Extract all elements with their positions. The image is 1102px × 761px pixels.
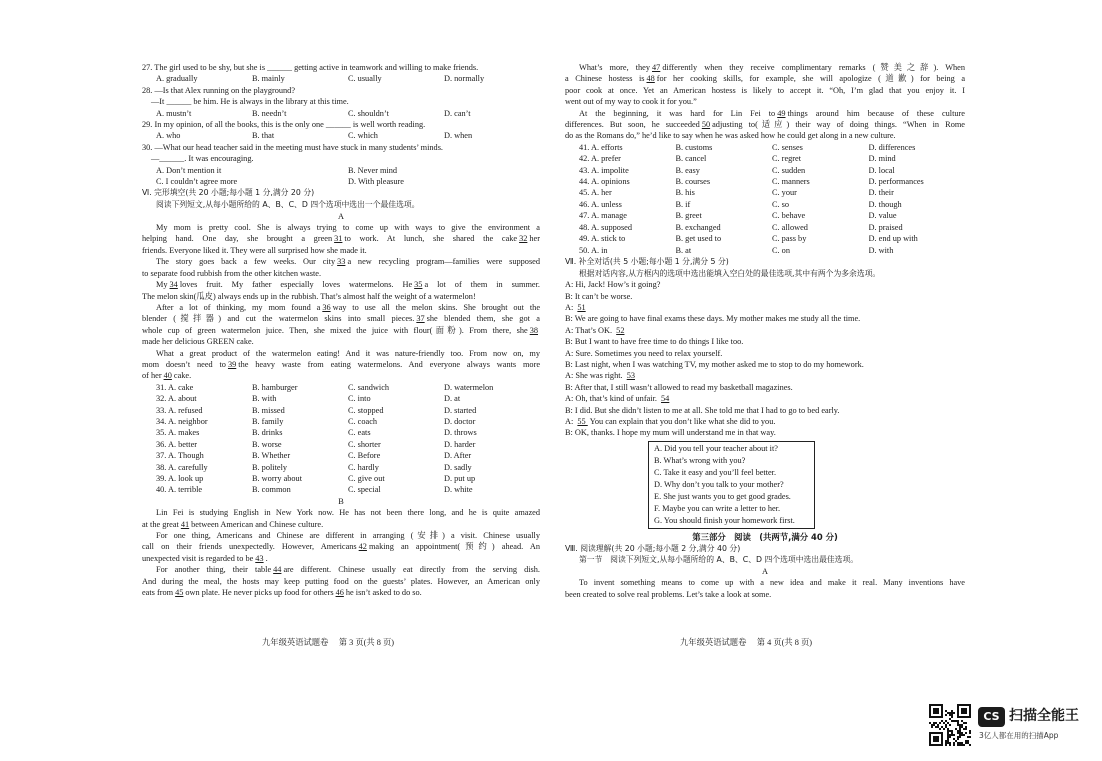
text: she blended them, she got a: [426, 314, 540, 324]
dialog-option: C. Take it easy and you’ll feel better.: [654, 467, 777, 477]
passage-line: [142, 325, 540, 336]
option: B. politely: [252, 462, 288, 472]
options-row: [142, 130, 540, 141]
passage-line: [142, 279, 540, 290]
option: D. when: [444, 131, 473, 141]
passage-line: [142, 302, 540, 313]
blank-51: 51: [577, 302, 586, 312]
blank-36: 36: [322, 302, 331, 312]
blank-44: 44: [273, 565, 282, 575]
blank-43: 43: [255, 553, 264, 563]
passage-line: [142, 564, 540, 575]
blank-31: 31: [334, 234, 343, 244]
text: her: [529, 234, 540, 244]
option: A. mustn’t: [156, 108, 192, 118]
options-row: [565, 153, 965, 164]
option: 35. A. makes: [156, 428, 200, 438]
option: A. who: [156, 131, 181, 141]
blank-47: 47: [652, 63, 661, 72]
question-stem: 29. In my opinion, of all the books, this is the only one ______ is well worth reading.: [142, 120, 426, 130]
passage-line: [142, 336, 540, 347]
options-row: [142, 405, 540, 416]
option: C. sandwich: [348, 382, 390, 392]
passage-line: [142, 233, 540, 244]
options-row: [565, 245, 965, 256]
option: B. family: [252, 416, 284, 426]
option: 40. A. terrible: [156, 485, 203, 495]
option: B. greet: [675, 211, 702, 221]
option: 34. A. neighbor: [156, 416, 208, 426]
option: B. that: [252, 131, 275, 141]
dialog-line: [565, 382, 965, 393]
passage-a: [142, 222, 540, 382]
option: 47. A. manage: [579, 211, 627, 221]
passage-line: [142, 370, 540, 381]
passage-line: [142, 359, 540, 370]
text: the heavy waste from eating watermelons. And everyone always wants more: [238, 359, 540, 369]
passage-line: [142, 222, 540, 233]
text: own plate. He never picks up food for others: [185, 588, 334, 598]
option: B. easy: [675, 165, 700, 175]
text: B: But I want to have free time to do things I like too.: [565, 337, 744, 347]
option: 41. A. efforts: [579, 142, 623, 152]
option: D. value: [868, 211, 897, 221]
text: B: OK, thanks. I hope my mum will understand me in that way.: [565, 428, 776, 438]
option: B. customs: [675, 142, 713, 152]
text: a new recycling program—families were supposed: [347, 257, 540, 267]
dialog-line: [565, 359, 965, 370]
option: 38. A. carefully: [156, 462, 208, 472]
passage-line: [565, 96, 965, 107]
option: C. special: [348, 485, 381, 495]
blank-46: 46: [335, 588, 344, 598]
blank-45: 45: [175, 588, 184, 598]
qr-code-icon: [929, 704, 971, 746]
option: D. though: [868, 199, 902, 209]
option: D. end up with: [868, 234, 918, 244]
option: B. get used to: [675, 234, 722, 244]
option: B. his: [675, 188, 695, 198]
option: C. shouldn’t: [348, 108, 389, 118]
option: B. exchanged: [675, 222, 721, 232]
camscanner-slogan: 3亿人都在用的扫描App: [979, 731, 1059, 740]
option: D. performances: [868, 177, 924, 187]
passage-a-label: A: [338, 211, 344, 221]
camscanner-logo-icon: CS: [978, 707, 1005, 727]
options-row: [142, 462, 540, 473]
option: C. behave: [772, 211, 806, 221]
dialog-option: E. She just wants you to get good grades.: [654, 491, 791, 501]
passage-b-continued: [565, 62, 965, 142]
passage-b: [142, 507, 540, 598]
question-stem: —It ______ be him. He is always in the library at this time.: [151, 97, 349, 107]
passage-line: [565, 577, 965, 588]
text: at the great: [142, 519, 179, 529]
section-7-title: Ⅶ. 补全对话(共 5 小题;每小题 1 分,满分 5 分): [565, 256, 729, 266]
text: call on their friends unexpectedly. However, Americans: [142, 542, 357, 552]
text: The story goes back a few weeks. Our city: [156, 257, 336, 267]
part-3-title: 第三部分 阅读 (共两节,满分 40 分): [692, 531, 838, 542]
option: C. allowed: [772, 222, 808, 232]
text: What a great product of the watermelon eating! And it was nature-friendly too. From now on, my: [156, 348, 540, 358]
option: D. differences: [868, 142, 916, 152]
text: A: That’s OK.: [565, 325, 615, 335]
text: made her delicious GREEN cake.: [142, 337, 254, 347]
dialog-line: [565, 302, 965, 313]
option: C. I couldn’t agree more: [156, 177, 238, 187]
dialog-line: [565, 405, 965, 416]
option: C. on: [772, 245, 790, 255]
text: My mom is pretty cool. She is always trying to come up with ways to give the environment a: [156, 223, 540, 233]
passage-c-label: A: [762, 566, 768, 576]
text: After a lot of thinking, my mom found a: [156, 302, 321, 312]
blank-32: 32: [519, 234, 528, 244]
option: D. white: [444, 485, 473, 495]
text: cake.: [173, 371, 192, 381]
blank-37: 37: [416, 314, 425, 324]
options-row: [142, 108, 540, 119]
text: went out of my way to cook it for you.”: [565, 97, 697, 107]
text: A: Sure. Sometimes you need to relax yourself.: [565, 348, 723, 358]
passage-line: [142, 245, 540, 256]
passage-line: [565, 73, 965, 84]
text: blender (搅拌器) and cut the watermelon skins into small pieces.: [142, 314, 415, 324]
page-footer-4: 九年级英语试题卷 第 4 页(共 8 页): [680, 638, 813, 647]
blank-39: 39: [227, 359, 237, 369]
passage-line: [565, 85, 965, 96]
option: C. senses: [772, 142, 803, 152]
passage-line: [142, 268, 540, 279]
section-6-instructions: 阅读下列短文,从每小题所给的 A、B、C、D 四个选项中选出一个最佳选项。: [156, 200, 420, 210]
dialog: [565, 279, 965, 439]
blank-35: 35: [414, 280, 423, 290]
text: are different. Chinese usually eat directly from the serving dish.: [283, 565, 540, 575]
right-column: [565, 62, 965, 600]
blank-33: 33: [337, 257, 346, 267]
dialog-line: [565, 393, 965, 404]
option: B. missed: [252, 405, 285, 415]
text: adjusting to(适应) their way of doing things. “When in Rome: [712, 120, 965, 130]
options-row: [565, 210, 965, 221]
text: You can explain that you don’t like what she did to you.: [589, 416, 776, 426]
options-row: [142, 176, 540, 187]
text: A:: [565, 416, 576, 426]
option: B. worse: [252, 439, 282, 449]
options-row: [565, 176, 965, 187]
text: A: Hi, Jack! How’s it going?: [565, 280, 661, 290]
option: C. eats: [348, 428, 371, 438]
option: D. throws: [444, 428, 477, 438]
option: 36. A. better: [156, 439, 198, 449]
passage-line: [142, 530, 540, 541]
question-27: [142, 62, 540, 85]
blank-55: 55: [577, 416, 588, 426]
dialog-line: [565, 291, 965, 302]
option: C. coach: [348, 416, 378, 426]
text: to separate food rubbish from the other kitchen waste.: [142, 268, 322, 278]
text: .: [265, 553, 268, 563]
dialog-option-box: [648, 441, 815, 529]
text: A: Oh, that’s kind of unfair.: [565, 394, 660, 404]
question-28: [142, 85, 540, 119]
blank-50: 50: [701, 120, 711, 130]
dialog-line: [565, 279, 965, 290]
text: Lin Fei is studying English in New York now. He has not been there long, and he is quite amazed: [156, 508, 540, 518]
option: C. which: [348, 131, 378, 141]
question-stem: 28. —Is that Alex running on the playground?: [142, 85, 296, 95]
options-row: [565, 233, 965, 244]
option: D. mind: [868, 154, 896, 164]
blank-40: 40: [163, 371, 172, 381]
option: 32. A. about: [156, 394, 197, 404]
text: loves fruit. My father especially loves watermelons. He: [179, 280, 413, 290]
passage-line: [565, 62, 965, 73]
dialog-line: [565, 348, 965, 359]
option: C. pass by: [772, 234, 807, 244]
text: For one thing, Americans and Chinese are different in arranging (安排) a visit. Chinese usually: [156, 531, 540, 541]
option: C. manners: [772, 177, 810, 187]
options-row: [142, 450, 540, 461]
options-row: [142, 473, 540, 484]
text: What’s more, they: [579, 63, 651, 72]
text: B: Last night, when I was watching TV, my mother asked me to stop to do my homework.: [565, 359, 864, 369]
text: mom doesn’t need to: [142, 359, 226, 369]
option: B. with: [252, 394, 277, 404]
option: D. at: [444, 394, 461, 404]
option: 42. A. prefer: [579, 154, 621, 164]
option: D. started: [444, 405, 477, 415]
text: My: [156, 280, 168, 290]
question-30: [142, 142, 540, 188]
passage-line: [565, 119, 965, 130]
options-row: [142, 427, 540, 438]
section-8-instructions: 第一节 阅读下列短文,从每小题所给的 A、B、C、D 四个选项中选出最佳选项。: [579, 555, 859, 565]
option: 33. A. refused: [156, 405, 203, 415]
option: C. usually: [348, 74, 382, 84]
option: D. their: [868, 188, 894, 198]
option: C. Before: [348, 451, 381, 461]
passage-line: [565, 589, 965, 600]
text: B: It can’t be worse.: [565, 291, 633, 301]
option: B. Never mind: [348, 165, 398, 175]
passage-c: [565, 577, 965, 600]
text: eats from: [142, 588, 174, 598]
option: D. sadly: [444, 462, 472, 472]
options-row: [565, 222, 965, 233]
blank-52: 52: [616, 325, 625, 335]
option: D. normally: [444, 74, 485, 84]
dialog-option: D. Why don’t you talk to your mother?: [654, 479, 784, 489]
dialog-option: A. Did you tell your teacher about it?: [654, 443, 778, 453]
question-stem: 30. —What our head teacher said in the meeting must have stuck in many students’ minds.: [142, 142, 443, 152]
passage-line: [142, 256, 540, 267]
text: for her cooking skills, for example, she will apologize (道歉) for being a: [656, 74, 965, 84]
option: C. stopped: [348, 405, 384, 415]
dialog-option: B. What’s wrong with you?: [654, 455, 746, 465]
text: way to use all the melon skins. She brought out the: [332, 302, 540, 312]
dialog-option: F. Maybe you can write a letter to her.: [654, 503, 781, 513]
option: C. sudden: [772, 165, 806, 175]
dialog-line: [565, 313, 965, 324]
text: B: We are going to have final exams these days. My mother makes me study all the time.: [565, 314, 861, 324]
option: C. your: [772, 188, 797, 198]
text: to work. At lunch, she shared the cake: [344, 234, 518, 244]
text: For another thing, their table: [156, 565, 272, 575]
option: B. hamburger: [252, 382, 298, 392]
option: 39. A. look up: [156, 474, 204, 483]
text: he isn’t asked to do so.: [345, 588, 422, 598]
option: 46. A. unless: [579, 199, 622, 209]
text: whole cup of green watermelon juice. Then, she mixed the juice with flour(面粉). From there, she: [142, 325, 528, 335]
blank-48: 48: [646, 74, 655, 84]
blank-54: 54: [661, 394, 670, 404]
passage-line: [142, 507, 540, 518]
text: At the beginning, it was hard for Lin Fei to: [579, 108, 776, 118]
blank-38: 38: [529, 325, 538, 335]
text: B: After that, I still wasn’t allowed to read my basketball magazines.: [565, 382, 793, 392]
options-row: [142, 382, 540, 393]
option: B. worry about: [252, 474, 303, 483]
passage-line: [142, 291, 540, 302]
option: D. After: [444, 451, 472, 461]
option: B. Whether: [252, 451, 291, 461]
text: friends. Everyone liked it. They were all surprised how she made it.: [142, 245, 367, 255]
blank-34: 34: [169, 280, 178, 290]
text: And during the meal, the hosts may keep putting food on the guests’ plates. However, an American only: [142, 576, 540, 586]
text: differently when they receive complimentary remarks (赞美之辞). When: [662, 63, 965, 72]
options-41-50: [565, 142, 965, 256]
question-stem: 27. The girl used to be shy, but she is ______ getting active in teamwork and willing to make friends.: [142, 63, 479, 72]
dialog-line: [565, 427, 965, 438]
dialog-line: [565, 370, 965, 381]
option: D. doctor: [444, 416, 476, 426]
option: B. if: [675, 199, 691, 209]
passage-line: [565, 130, 965, 141]
text: making an appointment(预约) ahead. An: [368, 542, 540, 552]
camscanner-name: 扫描全能王: [1009, 708, 1079, 724]
options-row: [142, 416, 540, 427]
option: B. mainly: [252, 74, 285, 84]
options-row: [142, 439, 540, 450]
options-31-40: [142, 382, 540, 496]
options-row: [565, 165, 965, 176]
section-6-title: Ⅵ. 完形填空(共 20 小题;每小题 1 分,满分 20 分): [142, 188, 315, 198]
dialog-line: [565, 336, 965, 347]
options-row: [565, 199, 965, 210]
text: a lot of them in summer.: [424, 280, 540, 290]
option: B. cancel: [675, 154, 707, 164]
option: 50. A. in: [579, 245, 608, 255]
left-column: [142, 62, 540, 598]
option: D. watermelon: [444, 382, 494, 392]
passage-line: [142, 541, 540, 552]
text: unexpected visit is regarded to be: [142, 553, 254, 563]
options-row: [142, 393, 540, 404]
option: D. can’t: [444, 108, 471, 118]
options-row: [565, 187, 965, 198]
option: C. give out: [348, 474, 385, 483]
option: 31. A. cake: [156, 382, 194, 392]
passage-line: [142, 348, 540, 359]
text: B: I did. But she didn’t listen to me at all. She told me that I had to go to bed early.: [565, 405, 840, 415]
blank-49: 49: [777, 108, 786, 118]
text: A:: [565, 302, 576, 312]
option: A. gradually: [156, 74, 198, 84]
option: B. courses: [675, 177, 711, 187]
option: C. into: [348, 394, 371, 404]
option: C. shorter: [348, 439, 381, 449]
dialog-line: [565, 416, 965, 427]
passage-line: [142, 576, 540, 587]
section-7-instructions: 根据对话内容,从方框内的选项中选出能填入空白处的最佳选项,其中有两个为多余选项。: [579, 268, 881, 278]
option: B. common: [252, 485, 291, 495]
text: been created to solve real problems. Let’s take a look at some.: [565, 589, 772, 599]
section-8-title: Ⅷ. 阅读理解(共 20 小题;每小题 2 分,满分 40 分): [565, 543, 741, 553]
option: 43. A. impolite: [579, 165, 629, 175]
option: D. with: [868, 245, 894, 255]
text: do as the Romans do,” he’d like to say when he was asked how he could get along in a new culture.: [565, 131, 896, 141]
text: To invent something means to come up with a new idea and make it real. Many inventions have: [579, 578, 965, 588]
option: D. praised: [868, 222, 903, 232]
blank-42: 42: [358, 542, 367, 552]
option: D. harder: [444, 439, 476, 449]
option: 49. A. stick to: [579, 234, 626, 244]
option: 37. A. Though: [156, 451, 204, 461]
option: 45. A. her: [579, 188, 612, 198]
option: B. at: [675, 245, 692, 255]
blank-53: 53: [626, 371, 635, 381]
text: of her: [142, 371, 162, 381]
dialog-line: [565, 325, 965, 336]
text: poor cook at once. Yet an American hostess is likely to accept it. “Oh, I’m glad that you enjoy it. I: [565, 85, 965, 95]
text: A: She was right.: [565, 371, 625, 381]
option: B. drinks: [252, 428, 283, 438]
page-footer-3: 九年级英语试题卷 第 3 页(共 8 页): [262, 638, 395, 647]
text: helping hand. One day, she brought a green: [142, 234, 333, 244]
option: 44. A. opinions: [579, 177, 630, 187]
passage-b-label: B: [338, 496, 344, 506]
text: between American and Chinese culture.: [191, 519, 324, 529]
passage-line: [142, 587, 540, 598]
options-row: [142, 73, 540, 84]
passage-line: [142, 553, 540, 564]
text: differences. But soon, he succeeded: [565, 120, 700, 130]
passage-line: [142, 519, 540, 530]
text: a Chinese hostess is: [565, 74, 645, 84]
passage-line: [565, 108, 965, 119]
text: The melon skin(瓜皮) always ends up in the rubbish. That’s almost half the weight of a watermelon!: [142, 291, 476, 301]
option: B. needn’t: [252, 108, 287, 118]
passage-line: [142, 313, 540, 324]
blank-41: 41: [180, 519, 190, 529]
question-stem: —______. It was encouraging.: [151, 154, 254, 164]
dialog-option: G. You should finish your homework first.: [654, 515, 795, 525]
option: D. With pleasure: [348, 177, 404, 187]
options-row: [565, 142, 965, 153]
option: 48. A. supposed: [579, 222, 633, 232]
options-row: [142, 165, 540, 176]
option: D. put up: [444, 474, 476, 483]
option: D. local: [868, 165, 895, 175]
option: A. Don’t mention it: [156, 165, 222, 175]
option: C. regret: [772, 154, 802, 164]
text: things around him because of these culture: [787, 108, 965, 118]
question-29: [142, 119, 540, 142]
option: C. hardly: [348, 462, 379, 472]
options-row: [142, 484, 540, 495]
option: C. so: [772, 199, 790, 209]
